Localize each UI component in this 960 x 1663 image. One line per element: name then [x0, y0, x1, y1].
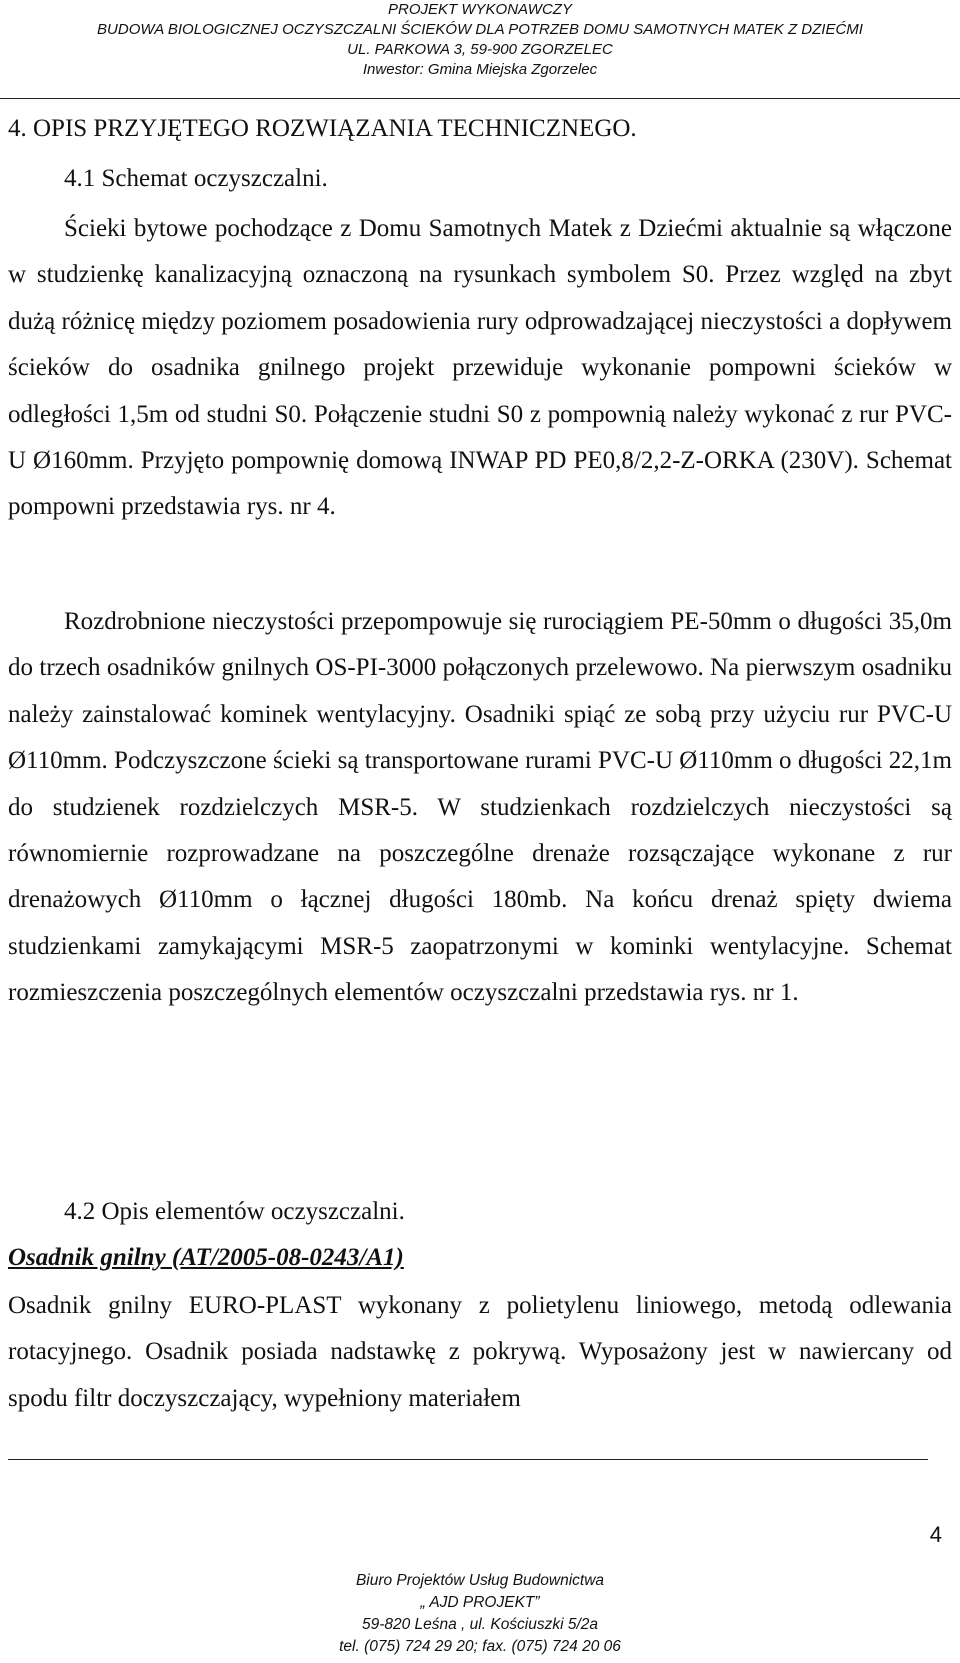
footer-address: 59-820 Leśna , ul. Kościuszki 5/2a [361, 1616, 599, 1633]
section-title: 4. OPIS PRZYJĘTEGO ROZWIĄZANIA TECHNICZNEGO. [8, 115, 637, 142]
subsection-4-1-title: 4.1 Schemat oczyszczalni. [64, 165, 328, 192]
footer-brand: „ AJD PROJEKT” [420, 1594, 540, 1611]
paragraph-osadnik: Osadnik gnilny EURO-PLAST wykonany z polietylenu liniowego, metodą odlewania rotacyjnego. Osadnik posiada nadstawkę z pokrywą. Wyposażony jest w nawiercany od spodu filtr doczyszczający, wypełniony materiałem [8, 1292, 952, 1412]
header-project-type: PROJEKT WYKONAWCZY [388, 1, 572, 18]
osadnik-heading: Osadnik gnilny (AT/2005-08-0243/A1) [8, 1244, 404, 1271]
header-project-title: BUDOWA BIOLOGICZNEJ OCZYSZCZALNI ŚCIEKÓW DLA POTRZEB DOMU SAMOTNYCH MATEK Z DZIEĆMI [97, 21, 863, 38]
page-number: 4 [929, 1522, 942, 1547]
footer-contact: tel. (075) 724 29 20; fax. (075) 724 20 06 [339, 1638, 621, 1655]
header-investor: Inwestor: Gmina Miejska Zgorzelec [362, 61, 598, 78]
subsection-4-2-title: 4.2 Opis elementów oczyszczalni. [64, 1198, 405, 1225]
footer-rule [8, 1459, 928, 1460]
footer-company: Biuro Projektów Usług Budownictwa [355, 1572, 605, 1589]
header-rule [0, 98, 960, 99]
header-address: UL. PARKOWA 3, 59-900 ZGORZELEC [347, 41, 613, 58]
paragraph-schemat-2: Rozdrobnione nieczystości przepompowuje się rurociągiem PE-50mm o długości 35,0m do trzech osadników gnilnych OS-PI-3000 połączonych przelewowo. Na pierwszym osadniku należy zainstalować kominek wentylacyjny. Osadniki spiąć ze sobą przy użyciu rur PVC-U Ø110mm. Podczyszczone ścieki są transportowane rurami PVC-U Ø110mm o długości 22,1m do studzienek rozdzielczych MSR-5. W studzienkach rozdzielczych nieczystości są równomiernie rozprowadzane na poszczególne drenaże rozsączające wykonane z rur drenażowych Ø110mm o łącznej długości 180mb. Na końcu drenaż spięty dwiema studzienkami zamykającymi MSR-5 zaopatrzonymi w kominki wentylacyjne. Schemat rozmieszczenia poszczególnych elementów oczyszczalni przedstawia rys. nr 1. [8, 608, 952, 1007]
paragraph-schemat-1: Ścieki bytowe pochodzące z Domu Samotnych Matek z Dziećmi aktualnie są włączone w studzienkę kanalizacyjną oznaczoną na rysunkach symbolem S0. Przez względ na zbyt dużą różnicę między poziomem posadowienia rury odprowadzającej nieczystości a dopływem ścieków do osadnika gnilnego projekt przewiduje wykonanie pompowni ścieków w odległości 1,5m od studni S0. Połączenie studni S0 z pompownią należy wykonać z rur PVC-U Ø160mm. Przyjęto pompownię domową INWAP PD PE0,8/2,2-Z-ORKA (230V). Schemat pompowni przedstawia rys. nr 4. [8, 215, 952, 521]
